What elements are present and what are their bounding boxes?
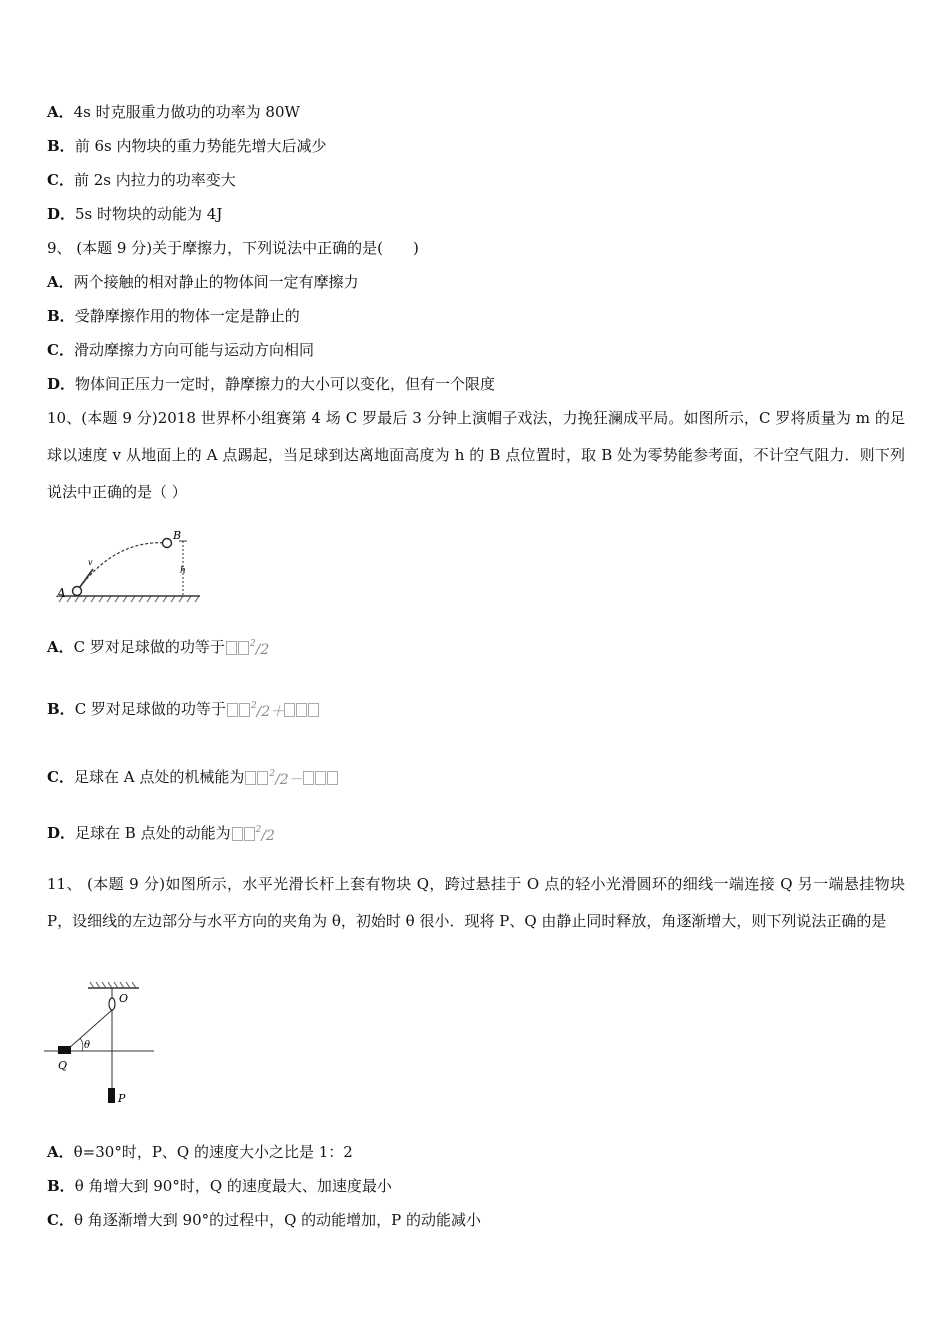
option-text: 前 2s 内拉力的功率变大 — [73, 171, 236, 189]
option-label: B． — [47, 307, 75, 325]
formula-image — [232, 820, 275, 846]
q9-option-c — [47, 340, 314, 360]
option-text: 5s 时物块的动能为 4J — [75, 205, 223, 223]
q10-option-b — [47, 696, 320, 722]
fig-label-theta: θ — [84, 1040, 91, 1051]
option-text: 物体间正压力一定时，静摩擦力的大小可以变化，但有一个限度 — [75, 375, 496, 393]
formula-exponent: 2 — [249, 639, 256, 649]
formula-image — [227, 696, 320, 722]
fig-label-p: P — [118, 1092, 126, 1105]
fig-label-a: A — [57, 586, 66, 600]
option-label: D． — [47, 205, 76, 223]
option-text: 两个接触的相对静止的物体间一定有摩擦力 — [73, 273, 359, 291]
q11-stem: 11、 (本题 9 分)如图所示，水平光滑长杆上套有物块 Q，跨过悬挂于 O 点的轻小光滑圆环的细线一端连接 Q 另一端悬挂物块 P，设细线的左边部分与水平方向的夹角为 θ，初始时 θ 很小．现将 P、Q 由静止同时释放，角逐渐增大，则下列说法正确的是 — [47, 875, 905, 930]
option-text: θ 角增大到 90°时，Q 的速度最大、加速度最小 — [74, 1177, 392, 1195]
q9-option-d — [47, 374, 495, 394]
formula-text: /2－ — [275, 772, 303, 788]
fig-label-h: h — [180, 566, 186, 576]
formula-text: /2＋ — [256, 704, 285, 720]
q11-option-b — [47, 1176, 392, 1196]
option-label: C． — [47, 171, 74, 189]
option-text: θ=30°时，P、Q 的速度大小之比是 1：2 — [73, 1143, 353, 1161]
formula-exponent: 2 — [269, 769, 276, 779]
q11-option-c — [47, 1210, 481, 1230]
q9-option-a — [47, 272, 359, 292]
formula-image — [245, 764, 338, 790]
fig-label-v: v — [88, 558, 93, 567]
q9-stem: 9、 (本题 9 分)关于摩擦力，下列说法中正确的是( ) — [47, 239, 419, 257]
option-text: 前 6s 内物块的重力势能先增大后减少 — [74, 137, 327, 155]
q8-option-a — [47, 102, 300, 122]
option-label: B． — [47, 700, 75, 718]
option-text: 受静摩擦作用的物体一定是静止的 — [74, 307, 300, 325]
option-label: A． — [47, 1143, 74, 1161]
formula-text: /2 — [261, 828, 275, 844]
option-label: B． — [47, 137, 75, 155]
option-label: A． — [47, 103, 74, 121]
option-text: 足球在 B 点处的动能为 — [75, 824, 231, 842]
option-label: C． — [47, 1211, 74, 1229]
q10-option-a — [47, 634, 269, 660]
option-label: A． — [47, 273, 74, 291]
q11-figure — [44, 980, 159, 1110]
option-label: D． — [47, 824, 76, 842]
q9-option-b — [47, 306, 300, 326]
q10-option-c — [47, 764, 339, 790]
option-label: A． — [47, 638, 74, 656]
option-label: D． — [47, 375, 76, 393]
q8-option-c — [47, 170, 236, 190]
fig-label-q: Q — [58, 1059, 68, 1072]
option-text: 滑动摩擦力方向可能与运动方向相同 — [73, 341, 314, 359]
option-label: B． — [47, 1177, 75, 1195]
option-text: 4s 时克服重力做功的功率为 80W — [73, 103, 300, 121]
q10-option-d — [47, 820, 275, 846]
option-text: C 罗对足球做的功等于 — [74, 700, 226, 718]
q10-stem: 10、(本题 9 分)2018 世界杯小组赛第 4 场 C 罗最后 3 分钟上演帽子戏法，力挽狂澜成平局。如图所示，C 罗将质量为 m 的足球以速度 v 从地面上的 A 点踢起，当足球到达离地面高度为 h 的 B 点位置时，取 B 处为零势能参考面，不计空气阻力．则下列说法中正确的是（ ） — [47, 409, 905, 501]
formula-exponent: 2 — [250, 701, 257, 711]
option-label: C． — [47, 768, 74, 786]
q11-option-a — [47, 1142, 353, 1162]
fig-label-b: B — [173, 529, 182, 542]
option-text: 足球在 A 点处的机械能为 — [73, 768, 245, 786]
formula-text: /2 — [255, 642, 270, 658]
option-text: C 罗对足球做的功等于 — [73, 638, 225, 656]
formula-exponent: 2 — [255, 825, 262, 835]
fig-label-o: O — [119, 992, 129, 1005]
q8-option-b — [47, 136, 326, 156]
option-text: θ 角逐渐增大到 90°的过程中，Q 的动能增加，P 的动能减小 — [73, 1211, 482, 1229]
option-label: C． — [47, 341, 74, 359]
formula-image — [226, 634, 269, 660]
q8-option-d — [47, 204, 222, 224]
q10-figure — [55, 527, 205, 607]
